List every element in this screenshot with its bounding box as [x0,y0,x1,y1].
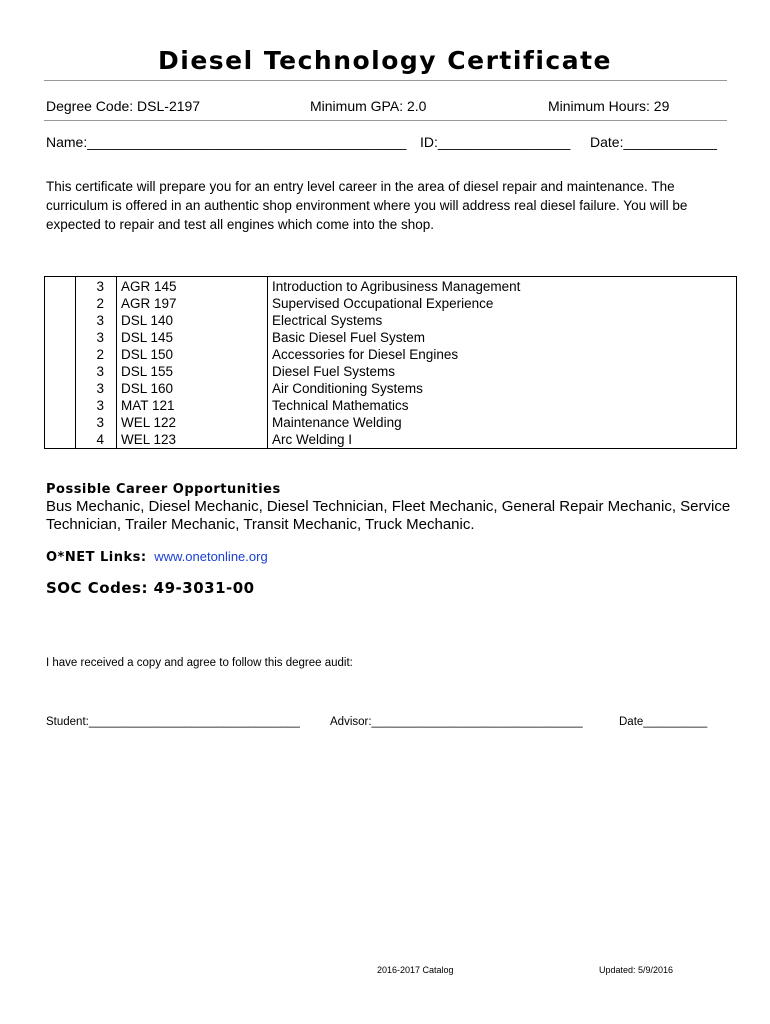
onet-label: O*NET Links: [46,550,147,565]
course-title: Supervised Occupational Experience [268,295,737,312]
degree-code: Degree Code: DSL-2197 [46,98,201,114]
student-signature-field[interactable]: Student:_________________________________ [46,716,300,728]
row-spacer-cell [45,431,76,449]
row-spacer-cell [45,346,76,363]
agreement-statement: I have received a copy and agree to follow this degree audit: [46,657,353,669]
course-code: DSL 150 [117,346,268,363]
row-spacer-cell [45,295,76,312]
row-spacer-cell [45,414,76,431]
course-title: Accessories for Diesel Engines [268,346,737,363]
course-code: DSL 160 [117,380,268,397]
minimum-gpa: Minimum GPA: 2.0 [310,98,427,114]
course-code: DSL 145 [117,329,268,346]
course-credits: 3 [76,397,117,414]
row-spacer-cell [45,380,76,397]
catalog-year: 2016-2017 Catalog [377,965,454,975]
row-spacer-cell [45,277,76,296]
course-credits: 4 [76,431,117,449]
course-row [45,431,737,449]
soc-codes: SOC Codes: 49-3031-00 [46,579,255,597]
course-table [44,276,737,449]
course-code: DSL 155 [117,363,268,380]
row-spacer-cell [45,397,76,414]
course-row [45,380,737,397]
course-code: AGR 145 [117,277,268,296]
careers-list: Bus Mechanic, Diesel Mechanic, Diesel Technician, Fleet Mechanic, General Repair Mechanic, Service Technician, Trailer Mechanic, Transit Mechanic, Truck Mechanic. [46,498,731,533]
minimum-hours: Minimum Hours: 29 [548,98,670,114]
course-credits: 3 [76,363,117,380]
course-title: Arc Welding I [268,431,737,449]
row-spacer-cell [45,312,76,329]
course-title: Basic Diesel Fuel System [268,329,737,346]
signature-date-field[interactable]: Date__________ [619,716,708,728]
course-row [45,363,737,380]
course-code: WEL 123 [117,431,268,449]
course-title: Air Conditioning Systems [268,380,737,397]
onet-links [46,549,268,565]
page-title: Diesel Technology Certificate [158,46,612,75]
course-credits: 3 [76,312,117,329]
course-code: WEL 122 [117,414,268,431]
course-credits: 3 [76,380,117,397]
date-field[interactable]: Date:____________ [590,134,717,150]
course-title: Technical Mathematics [268,397,737,414]
certificate-description: This certificate will prepare you for an entry level career in the area of diesel repair and maintenance. The curriculum is offered in an authentic shop environment where you will address real diesel failure. You will be expected to repair and test all engines which come into the shop. [46,179,688,232]
course-row [45,329,737,346]
course-title: Introduction to Agribusiness Management [268,277,737,296]
course-row [45,295,737,312]
course-row [45,346,737,363]
course-row [45,312,737,329]
course-title: Diesel Fuel Systems [268,363,737,380]
course-code: DSL 140 [117,312,268,329]
course-credits: 3 [76,277,117,296]
careers-heading: Possible Career Opportunities [46,482,281,497]
id-field[interactable]: ID:_________________ [420,134,571,150]
course-title: Electrical Systems [268,312,737,329]
advisor-signature-field[interactable]: Advisor:_________________________________ [330,716,583,728]
row-spacer-cell [45,363,76,380]
course-credits: 2 [76,295,117,312]
course-row [45,277,737,296]
updated-date: Updated: 5/9/2016 [599,965,674,975]
course-credits: 2 [76,346,117,363]
course-code: AGR 197 [117,295,268,312]
course-row [45,414,737,431]
name-field[interactable]: Name:_________________________________________ [46,134,407,150]
title-divider [44,80,727,81]
course-code: MAT 121 [117,397,268,414]
onet-link[interactable]: www.onetonline.org [154,549,268,564]
meta-divider [44,120,727,121]
course-row [45,397,737,414]
course-credits: 3 [76,329,117,346]
course-title: Maintenance Welding [268,414,737,431]
row-spacer-cell [45,329,76,346]
course-credits: 3 [76,414,117,431]
